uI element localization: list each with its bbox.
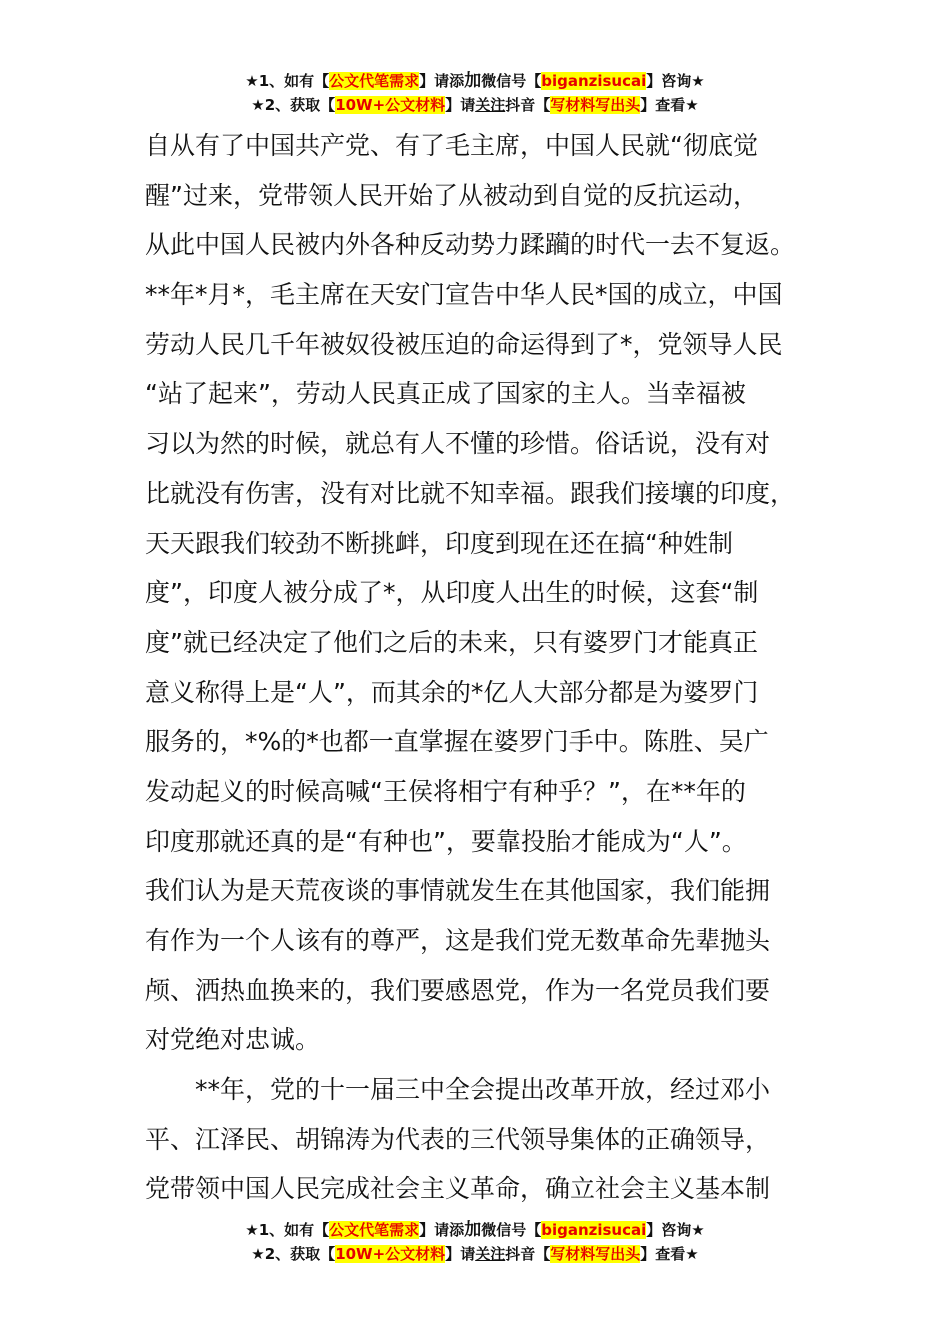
- highlight-materials: 10W+公文材料: [335, 96, 446, 114]
- banner-line-2: ★2、获取【10W+公文材料】请关注抖音【写材料写出头】查看★: [251, 96, 699, 114]
- highlight-wechat-id: biganzisucai: [541, 1221, 647, 1239]
- banner-line-1: ★1、如有【公文代笔需求】请添加微信号【biganzisucai】咨询★: [245, 71, 705, 91]
- text-line: 度”就已经决定了他们之后的未来，只有婆罗门才能真正: [145, 627, 758, 657]
- text-line: 比就没有伤害，没有对比就不知幸福。跟我们接壤的印度，: [145, 478, 796, 508]
- banner-line-2: ★2、获取【10W+公文材料】请关注抖音【写材料写出头】查看★: [251, 1245, 699, 1263]
- text-line: 服务的，*%的*也都一直掌握在婆罗门手中。陈胜、吴广: [145, 727, 769, 757]
- text-line: 度”，印度人被分成了*，从印度人出生的时候，这套“制: [145, 578, 759, 608]
- text-line: 自从有了中国共产党、有了毛主席，中国人民就“彻底觉: [145, 131, 758, 160]
- text-line: 印度那就还真的是“有种也”，要靠投胎才能成为“人”。: [145, 826, 747, 856]
- text-line: 习以为然的时候，就总有人不懂的珍惜。俗话说，没有对: [145, 429, 771, 459]
- text-line: 平、江泽民、胡锦涛为代表的三代领导集体的正确领导，: [145, 1124, 771, 1154]
- document-body: [145, 121, 810, 1214]
- text-line: **年，党的十一届三中全会提出改革开放，经过邓小: [145, 1075, 771, 1105]
- text-line: 发动起义的时候高喊“王侯将相宁有种乎？”，在**年的: [145, 776, 746, 806]
- text-line: 我们认为是天荒夜谈的事情就发生在其他国家，我们能拥: [145, 876, 771, 906]
- text-line: 从此中国人民被内外各种反动势力蹂躏的时代一去不复返。: [145, 230, 796, 260]
- text-line: 颅、洒热血换来的，我们要感恩党，作为一名党员我们要: [145, 975, 771, 1005]
- text-line: 醒”过来，党带领人民开始了从被动到自觉的反抗运动，: [145, 180, 758, 210]
- highlight-materials: 10W+公文材料: [335, 1245, 446, 1263]
- footer-banner: [0, 1218, 950, 1266]
- text-line: 劳动人民几千年被奴役被压迫的命运得到了*，党领导人民: [145, 329, 783, 359]
- text-line: 意义称得上是“人”，而其余的*亿人大部分都是为婆罗门: [145, 677, 759, 707]
- highlight-douyin: 写材料写出头: [550, 1245, 641, 1263]
- highlight-ghostwriting: 公文代笔需求: [329, 72, 420, 90]
- text-line: 天天跟我们较劲不断挑衅，印度到现在还在搞“种姓制: [145, 528, 733, 558]
- highlight-wechat-id: biganzisucai: [541, 72, 647, 90]
- banner-line-1: ★1、如有【公文代笔需求】请添加微信号【biganzisucai】咨询★: [245, 1220, 705, 1240]
- header-banner: [0, 69, 950, 117]
- highlight-ghostwriting: 公文代笔需求: [329, 1221, 420, 1239]
- text-line: **年*月*，毛主席在天安门宣告中华人民*国的成立，中国: [145, 280, 783, 310]
- text-line: 有作为一个人该有的尊严，这是我们党无数革命先辈抛头: [145, 926, 771, 955]
- highlight-douyin: 写材料写出头: [550, 96, 641, 114]
- text-line: 党带领中国人民完成社会主义革命，确立社会主义基本制: [145, 1174, 771, 1204]
- text-line: “站了起来”，劳动人民真正成了国家的主人。当幸福被: [145, 379, 746, 409]
- text-line: 对党绝对忠诚。: [145, 1025, 321, 1055]
